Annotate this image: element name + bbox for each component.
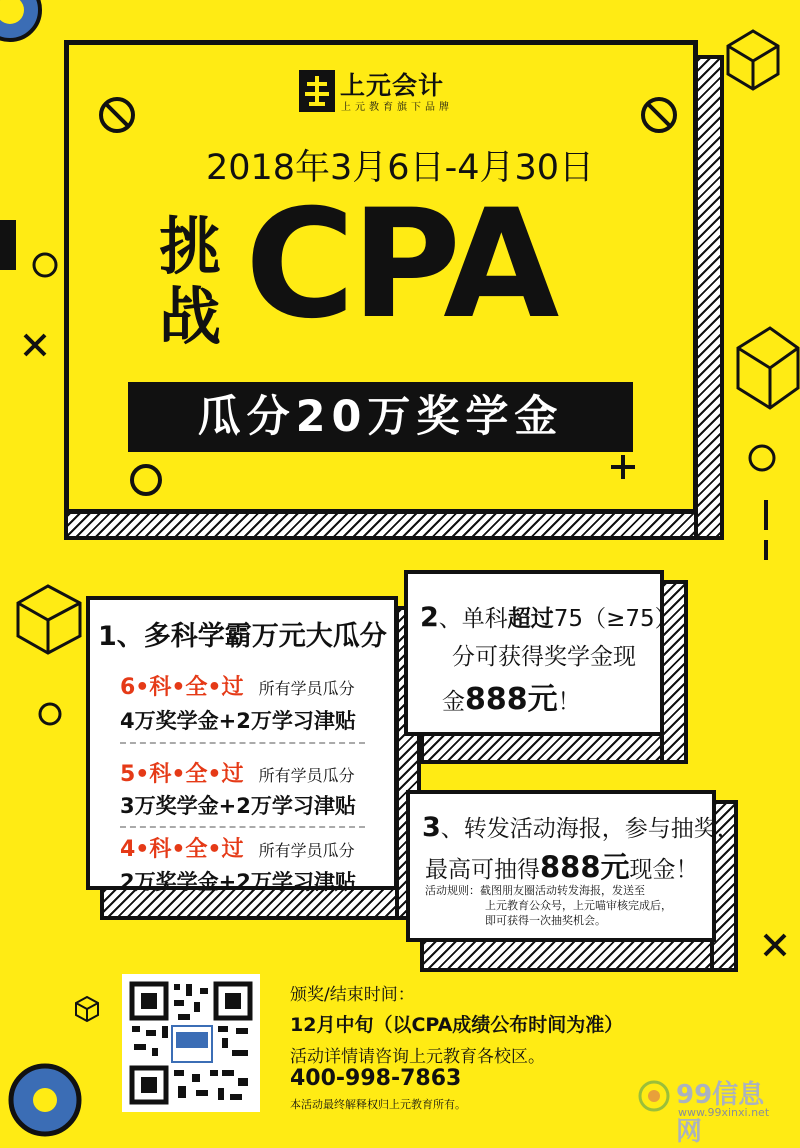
box3-shadow bbox=[420, 938, 738, 972]
decor-no-sign-left bbox=[96, 94, 138, 136]
scholarship-banner: 瓜分20万奖学金 bbox=[128, 382, 633, 452]
date-range: 2018年3月6日-4月30日 bbox=[205, 148, 595, 188]
watermark-brand: 99信息网 bbox=[676, 1080, 765, 1147]
decor-plus-panel bbox=[608, 452, 638, 482]
tier-1-label: 6•科•全•过 bbox=[120, 675, 244, 700]
box2-amount: 888元 bbox=[465, 682, 558, 717]
decor-cube-top-right bbox=[718, 26, 788, 96]
tier-3-note: 所有学员瓜分 bbox=[258, 841, 355, 860]
brand-logo-icon bbox=[299, 70, 335, 112]
main-panel-shadow bbox=[64, 510, 698, 540]
tier-3-amount: 2万奖学金+2万学习津贴 bbox=[120, 870, 356, 894]
rules-line-1: 活动规则：截图朋友圈活动转发海报，发送至 bbox=[425, 884, 645, 897]
tier-3-label: 4•科•全•过 bbox=[120, 837, 244, 862]
consult-text: 活动详情请咨询上元教育各校区。 bbox=[290, 1047, 545, 1067]
award-time-value: 12月中旬（以CPA成绩公布时间为准） bbox=[290, 1014, 624, 1036]
decor-bar-left bbox=[0, 220, 20, 270]
brand-name: 上元会计 bbox=[340, 71, 445, 100]
decor-circle-bottom-left bbox=[5, 1060, 95, 1140]
decor-ring-panel bbox=[126, 460, 166, 500]
watermark-url: www.99xinxi.net bbox=[678, 1106, 770, 1119]
tier-3 bbox=[120, 832, 355, 863]
box2-line-1-bold: 超过 bbox=[507, 606, 554, 632]
box2-line-3-post: ！ bbox=[557, 689, 581, 715]
divider-2 bbox=[120, 826, 365, 828]
box2-number: 2 bbox=[420, 602, 439, 633]
decor-cube-left bbox=[8, 578, 88, 658]
rules-line-2: 上元教育公众号，上元喵审核完成后， bbox=[485, 899, 672, 912]
box2-line-3 bbox=[442, 674, 581, 718]
divider-1 bbox=[120, 742, 365, 744]
watermark-logo-icon bbox=[636, 1078, 672, 1114]
box3-line-2-pre: 最高可抽得 bbox=[425, 857, 540, 883]
decor-ring-lower-left bbox=[36, 700, 66, 730]
award-time-label: 颁奖/结束时间： bbox=[290, 985, 415, 1005]
headline-char-1: 挑 bbox=[158, 210, 221, 283]
tier-2 bbox=[120, 757, 355, 788]
box3-amount: 888元 bbox=[540, 850, 630, 884]
tier-2-note: 所有学员瓜分 bbox=[258, 766, 355, 785]
disclaimer: 本活动最终解释权归上元教育所有。 bbox=[290, 1098, 466, 1111]
headline-vertical bbox=[150, 212, 230, 352]
phone-number[interactable]: 400-998-7863 bbox=[290, 1066, 462, 1091]
brand-tagline: 上元教育旗下品牌 bbox=[341, 102, 453, 113]
decor-lines-right bbox=[756, 500, 776, 580]
decor-circle-top-left bbox=[0, 0, 60, 60]
decor-x-right-bottom bbox=[760, 930, 790, 960]
rules-line-3: 即可获得一次抽奖机会。 bbox=[485, 914, 606, 927]
main-panel-side bbox=[694, 55, 724, 540]
box3-line-1-text: 、转发活动海报，参与抽奖， bbox=[440, 816, 740, 842]
box3-line-1 bbox=[422, 810, 740, 843]
tier-2-amount: 3万奖学金+2万学习津贴 bbox=[120, 794, 356, 818]
box3-number: 3 bbox=[422, 812, 441, 843]
decor-ring-left bbox=[30, 250, 60, 280]
headline-char-2: 战 bbox=[158, 280, 221, 353]
tier-2-label: 5•科•全•过 bbox=[120, 762, 244, 787]
tier-1 bbox=[120, 670, 355, 701]
tier-1-note: 所有学员瓜分 bbox=[258, 679, 355, 698]
box2-line-1-pre: 、单科 bbox=[438, 606, 508, 632]
headline-cpa: CPA bbox=[245, 178, 556, 352]
decor-no-sign-right bbox=[638, 94, 680, 136]
decor-x-left bbox=[20, 330, 50, 360]
box3-line-2 bbox=[425, 845, 699, 886]
watermark bbox=[636, 1074, 786, 1147]
tier-1-amount: 4万奖学金+2万学习津贴 bbox=[120, 709, 356, 733]
decor-cube-right bbox=[730, 318, 800, 428]
decor-small-cube-bottom-left bbox=[72, 994, 102, 1024]
box2-line-2: 分可获得奖学金现 bbox=[452, 644, 636, 670]
activity-rules bbox=[425, 883, 672, 928]
box2-line-3-pre: 金 bbox=[442, 689, 465, 715]
decor-ring-right bbox=[744, 440, 784, 480]
box2-line-1-post: 75（≥75） bbox=[553, 606, 678, 632]
box3-line-2-post: 现金！ bbox=[629, 857, 699, 883]
qr-code[interactable] bbox=[122, 974, 260, 1112]
box1-title: 1、多科学霸万元大瓜分 bbox=[98, 621, 387, 652]
box2-line-1 bbox=[420, 600, 678, 633]
